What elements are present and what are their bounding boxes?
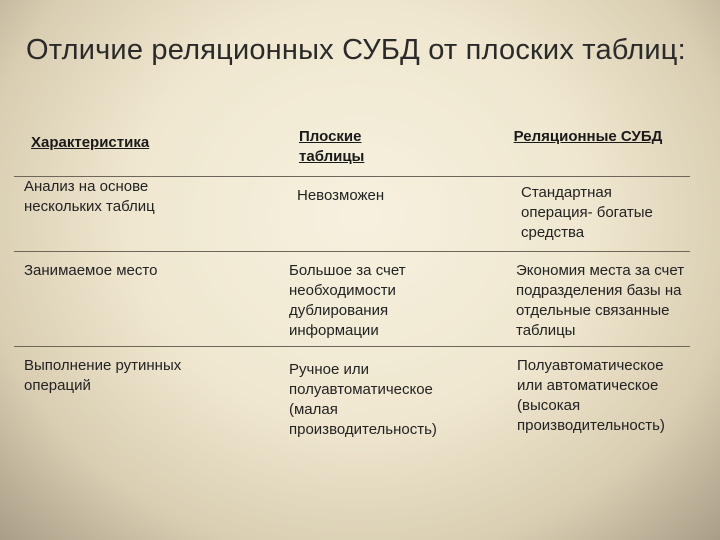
row3-flat: Ручное или полуавтоматическое (малая производительность) xyxy=(289,361,437,438)
row3-characteristic: Выполнение рутинных операций xyxy=(24,357,182,394)
row2-relational: Экономия места за счет подразделения базы на отдельные связанные таблицы xyxy=(516,262,685,339)
row2-flat: Большое за счет необходимости дублирования информации xyxy=(289,262,406,339)
row1-divider xyxy=(14,251,690,252)
slide-title: Отличие реляционных СУБД от плоских таблиц: xyxy=(26,34,686,66)
row1-flat: Невозможен xyxy=(297,187,385,204)
header-characteristic: Характеристика xyxy=(31,134,150,151)
row1-characteristic: Анализ на основе нескольких таблиц xyxy=(24,178,155,215)
row2-divider xyxy=(14,346,690,347)
header-flat-tables: Плоские таблицы xyxy=(299,128,365,165)
header-relational-dbms: Реляционные СУБД xyxy=(513,128,663,145)
row2-characteristic: Занимаемое место xyxy=(24,262,158,279)
row3-relational: Полуавтоматическое или автоматическое (высокая производительность) xyxy=(517,357,665,434)
row1-relational: Стандартная операция- богатые средства xyxy=(521,184,653,241)
